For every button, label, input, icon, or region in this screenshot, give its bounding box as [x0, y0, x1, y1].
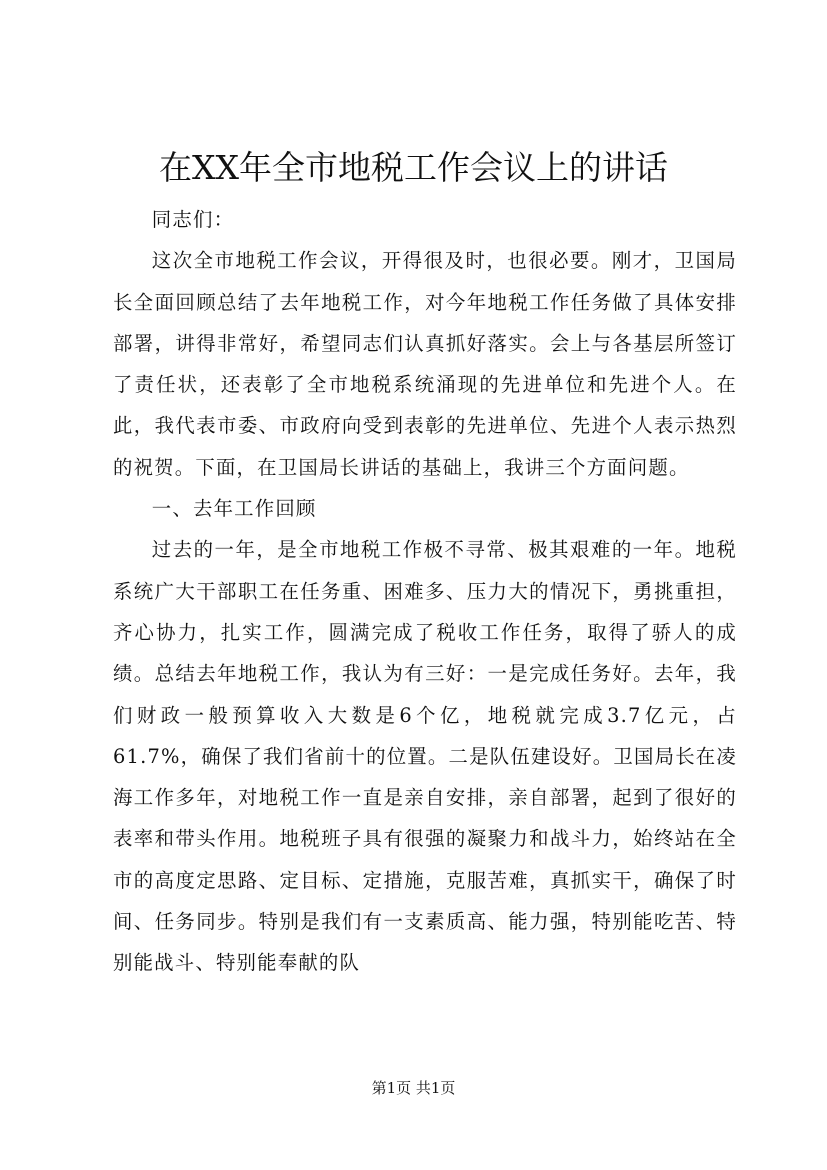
page-number-footer: 第1页 共1页 — [371, 1079, 456, 1097]
document-title: 在XX年全市地税工作会议上的讲话 — [159, 148, 668, 187]
salutation: 同志们： — [151, 208, 235, 231]
section-heading: 一、去年工作回顾 — [151, 497, 317, 521]
document-body — [113, 199, 737, 984]
body-paragraph-intro: 这次全市地税工作会议，开得很及时，也很必要。刚才，卫国局长全面回顾总结了去年地税工作，对今年地税工作任务做了具体安排部署，讲得非常好，希望同志们认真抓好落实。会上与各基层所签订了责任状，还表彰了全市地税系统涌现的先进单位和先进个人。在此，我代表市委、市政府向受到表彰的先进单位、先进个人表示热烈的祝贺。下面，在卫国局长讲话的基础上，我讲三个方面问题。 — [113, 249, 737, 479]
body-paragraph-review: 过去的一年，是全市地税工作极不寻常、极其艰难的一年。地税系统广大干部职工在任务重、困难多、压力大的情况下，勇挑重担，齐心协力，扎实工作，圆满完成了税收工作任务，取得了骄人的成绩。总结去年地税工作，我认为有三好：一是完成任务好。去年，我们财政一般预算收入大数是6个亿，地税就完成3.7亿元，占61.7%，确保了我们省前十的位置。二是队伍建设好。卫国局长在凌海工作多年，对地税工作一直是亲自安排，亲自部署，起到了很好的表率和带头作用。地税班子具有很强的凝聚力和战斗力，始终站在全市的高度定思路、定目标、定措施，克服苦难，真抓实干，确保了时间、任务同步。特别是我们有一支素质高、能力强，特别能吃苦、特别能战斗、特别能奉献的队 — [113, 538, 737, 975]
